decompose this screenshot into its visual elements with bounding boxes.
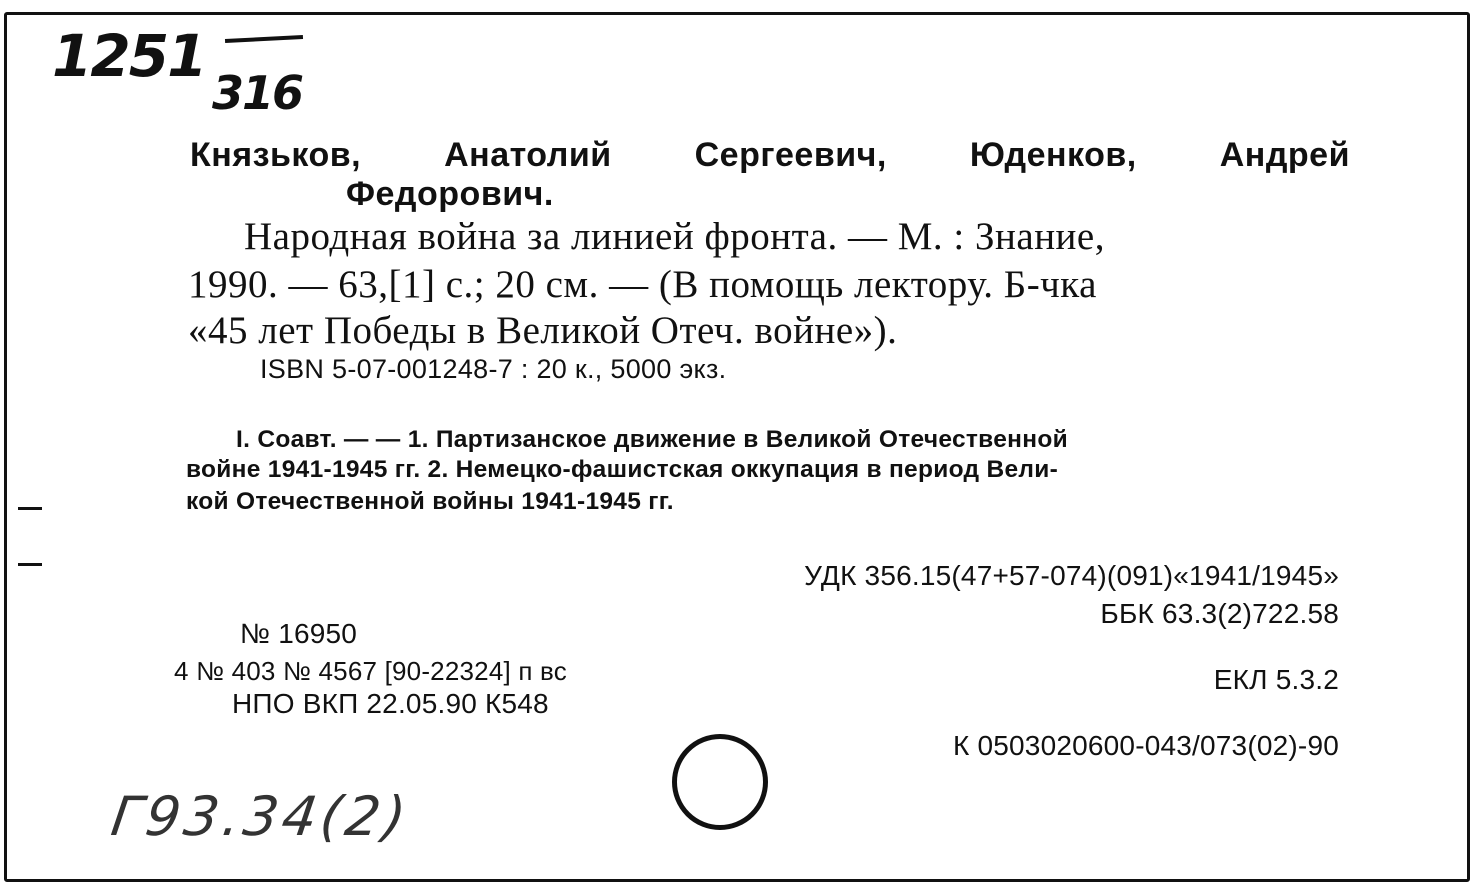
subject-line: I. Соавт. — — 1. Партизанское движение в Великой Отечественной xyxy=(236,426,1068,453)
card-number: № 16950 xyxy=(240,618,358,649)
k-code: К 0503020600-043/073(02)-90 xyxy=(952,730,1339,761)
author-word: Анатолий xyxy=(444,136,612,174)
isbn-line: ISBN 5-07-001248-7 : 20 к., 5000 экз. xyxy=(260,354,727,384)
publisher-line: НПО ВКП 22.05.90 К548 xyxy=(232,688,549,719)
author-word: Сергеевич, xyxy=(694,136,887,174)
order-line: 4 № 403 № 4567 [90-22324] п вс xyxy=(174,656,567,686)
circle-stamp xyxy=(672,734,768,830)
authors-line-1 xyxy=(190,136,1350,175)
title-line: «45 лет Победы в Великой Отеч. войне»). xyxy=(188,309,898,352)
title-line: 1990. — 63,[1] с.; 20 см. — (В помощь лектору. Б-чка xyxy=(188,263,1097,306)
edge-mark xyxy=(18,507,42,510)
call-number-sub: 316 xyxy=(212,66,303,120)
bbk-code: ББК 63.3(2)722.58 xyxy=(1100,598,1339,629)
author-word: Князьков, xyxy=(190,136,362,174)
shelf-mark-handwritten: Г93.34(2) xyxy=(107,785,414,848)
call-number-main: 1251 xyxy=(52,22,206,90)
subject-line: войне 1941-1945 гг. 2. Немецко-фашистская оккупация в период Вели- xyxy=(186,456,1059,483)
edge-mark xyxy=(18,563,42,566)
udk-code: УДК 356.15(47+57-074)(091)«1941/1945» xyxy=(804,560,1339,591)
authors-line-2: Федорович. xyxy=(346,175,554,213)
subject-line: кой Отечественной войны 1941-1945 гг. xyxy=(186,488,674,515)
author-word: Андрей xyxy=(1219,136,1350,174)
ekl-code: ЕКЛ 5.3.2 xyxy=(1213,664,1339,695)
author-word: Юденков, xyxy=(969,136,1137,174)
title-line: Народная война за линией фронта. — М. : Знание, xyxy=(244,215,1105,258)
